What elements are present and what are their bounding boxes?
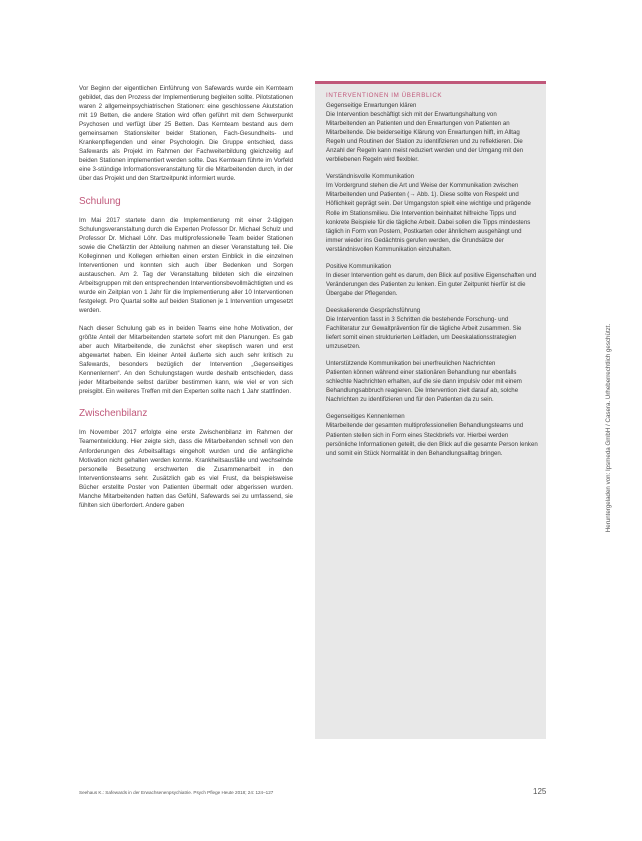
schulung-paragraph-1: Im Mai 2017 startete dann die Implementierung mit einer 2-tägigen Schulungsveranstaltung durch die Experten Professor Dr. Michael Schulz und Professor Dr. Michael Löhr. Das multiprofessionelle Team beider Stationen sowie die Chefärztin der Abteilung nahmen an dieser Veranstaltung teil. Die Kolleginnen und Kollegen erhielten einen ersten Einblick in die einzelnen Interventionen und konnten sich auch über Bedenken und Sorgen austauschen. Am 2. Tag der Veranstaltung bildeten sich die einzelnen Arbeitsgruppen mit den entsprechenden Interventionsbevollmächtigten und es wurde ein Zeitplan von 1 Jahr für die Implementierung aller 10 Interventionen festgelegt. Pro Quartal sollte auf beiden Stationen je 1 Intervention umgesetzt werden. xyxy=(79,216,293,314)
section-heading-schulung: Schulung xyxy=(79,195,121,207)
interventions-sidebar xyxy=(315,81,546,739)
main-text-column xyxy=(79,84,293,510)
sidebar-section xyxy=(326,359,538,404)
sidebar-section-body: Im Vordergrund stehen die Art und Weise der Kommunikation zwischen Mitarbeitenden und Patienten (→ Abb. 1). Diese sollte von Respekt und Höflichkeit geprägt sein. Der Umgangston spielt eine wichtige und prägende Rolle im Stationsmilieu. Die Intervention beinhaltet hilfreiche Tipps und konkrete Beispiele für die tägliche Arbeit. Dabei sollen die Tipps mindestens täglich in Form von Postern, Postkarten oder ähnlichem ausgehängt und immer wieder ins Gedächtnis gerufen werden, die Grundsätze der verständnisvollen Kommunikation einzuhalten. xyxy=(326,182,531,253)
intro-paragraph: Vor Beginn der eigentlichen Einführung von Safewards wurde ein Kernteam gebildet, das den Prozess der Implementierung begleiten sollte. Pilotstationen waren 2 allgemeinpsychiatrischen Stationen: eine geschlossene Akutstation mit 19 Betten, die andere Station wird offen geführt mit dem Schwerpunkt Psychosen und verfügt über 25 Betten. Das Kernteam bestand aus dem gemeinsamen Stationsleiter beider Stationen, Fach-Gesundheits- und Krankenpflegenden und einer Psychologin. Die Gruppe entschied, dass Safewards als Projekt im Rahmen der Fachweiterbildung gleichzeitig auf beiden Stationen implementiert werden sollte. Das Kernteam führte im Vorfeld eine 3-stündige Informationsveranstaltung für die Mitarbeitenden durch, in der über das Projekt und den Startzeitpunkt informiert wurde. xyxy=(79,85,293,183)
section-heading-zwischenbilanz: Zwischenbilanz xyxy=(79,408,148,420)
page-number: 125 xyxy=(533,787,547,796)
sidebar-section-body: In dieser Intervention geht es darum, den Blick auf positive Eigenschaften und Veränderungen des Patienten zu lenken. Ein guter Zeitpunkt hierfür ist die Übergabe der Pflegenden. xyxy=(326,271,537,297)
sidebar-section-heading: Deeskalierende Gesprächsführung xyxy=(326,306,421,314)
sidebar-section-heading: Unterstützende Kommunikation bei unerfreulichen Nachrichten xyxy=(326,360,496,368)
schulung-paragraph-2: Nach dieser Schulung gab es in beiden Teams eine hohe Motivation, der größte Anteil der Mitarbeitenden startete sofort mit den Planungen. Es gab aber auch Mitarbeitende, die zunächst eher skeptisch waren und erst abgewartet haben. Ein kleiner Anteil äußerte sich auch sehr kritisch zu Safewards, besonders bezüglich der Intervention „Gegenseitiges Kennenlernen“. An den Schulungstagen wurde deshalb entschieden, dass jeder Mitarbeitende selbst darüber bestimmen kann, wie viel er von sich preisgibt. Ein weiteres Treffen mit den Experten sollte nach 1 Jahr stattfinden. xyxy=(79,325,293,396)
sidebar-section-heading: Gegenseitige Erwartungen klären xyxy=(326,102,417,109)
sidebar-section-body: Die Intervention fasst in 3 Schritten die bestehende Forschung- und Fachliteratur zur Gewaltprävention für die tägliche Arbeit zusammen. Sie liefert somit einen strukturierten Leitfaden, um Deeskalationsstrategien umzusetzen. xyxy=(326,315,522,351)
sidebar-section-heading: Verständnisvolle Kommunikation xyxy=(326,173,415,181)
citation-footer: Seehaus K.: Safewards in der Erwachsenenpsychiatrie. Psych Pflege Heute 2018; 24: 124–127 xyxy=(79,790,274,795)
sidebar-title: INTERVENTIONEN IM ÜBERBLICK xyxy=(326,92,443,99)
sidebar-section-body: Mitarbeitende der gesamten multiprofessionellen Behandlungsteams und Patienten stellen sich in Form eines Steckbriefs vor. Hierbei werden persönliche Informationen geteilt, die den Blick auf die gesamte Person lenken und somit ein Stück Normalität in den Behandlungsalltag bringen. xyxy=(326,422,538,457)
sidebar-section-body: Die Intervention beschäftigt sich mit der Erwartungshaltung von Mitarbeitenden an Patienten und den Erwartungen von Patienten an Mitarbeitende. Die beiderseitige Klärung von Erwartungen hilft, im Alltag Regeln und Routinen der Station zu identifizieren und zu reflektieren. Die Anzahl der Regeln kann meist reduziert werden und der Umgang mit den verbliebenen Regeln wird flexibler. xyxy=(326,111,524,164)
sidebar-section xyxy=(326,172,538,253)
zwischenbilanz-paragraph: Im November 2017 erfolgte eine erste Zwischenbilanz im Rahmen der Teamentwicklung. Hier zeigte sich, dass die Mitarbeitenden schnell von den Anforderungen des Arbeitsalltags eingeholt wurden und die anfängliche Motivation nicht gehalten werden konnte. Krankheitsausfälle und wechselnde personelle Besetzung erschwerten die Zusammenarbeit in den Interventionsteams sehr. Zusätzlich gab es viel Frust, da beispielsweise Bücher erstellte Poster von Patienten übermalt oder abgerissen wurden. Manche Mitarbeitenden hatten das Gefühl, Safewards sei zu umfassend, sie fühlten sich überfordert. Andere gaben xyxy=(79,429,293,509)
sidebar-section-heading: Gegenseitiges Kennenlernen xyxy=(326,413,405,421)
sidebar-section-body: Patienten können während einer stationären Behandlung nur ebenfalls schlechte Nachrichten erhalten, auf die sie dann impulsiv oder mit einem Behandlungsabbruch reagieren. Die Intervention zielt darauf ab, solche Nachrichten zu identifizieren und für den Patienten da zu sein. xyxy=(326,369,522,404)
sidebar-section xyxy=(326,262,538,298)
sidebar-section xyxy=(326,306,538,351)
sidebar-section xyxy=(326,412,538,457)
download-notice: Heruntergeladen von: Ipsmeda GmbH / Casera. Urheberrechtlich geschützt. xyxy=(605,323,612,533)
sidebar-section xyxy=(326,101,538,164)
sidebar-section-heading: Positive Kommunikation xyxy=(326,262,392,270)
